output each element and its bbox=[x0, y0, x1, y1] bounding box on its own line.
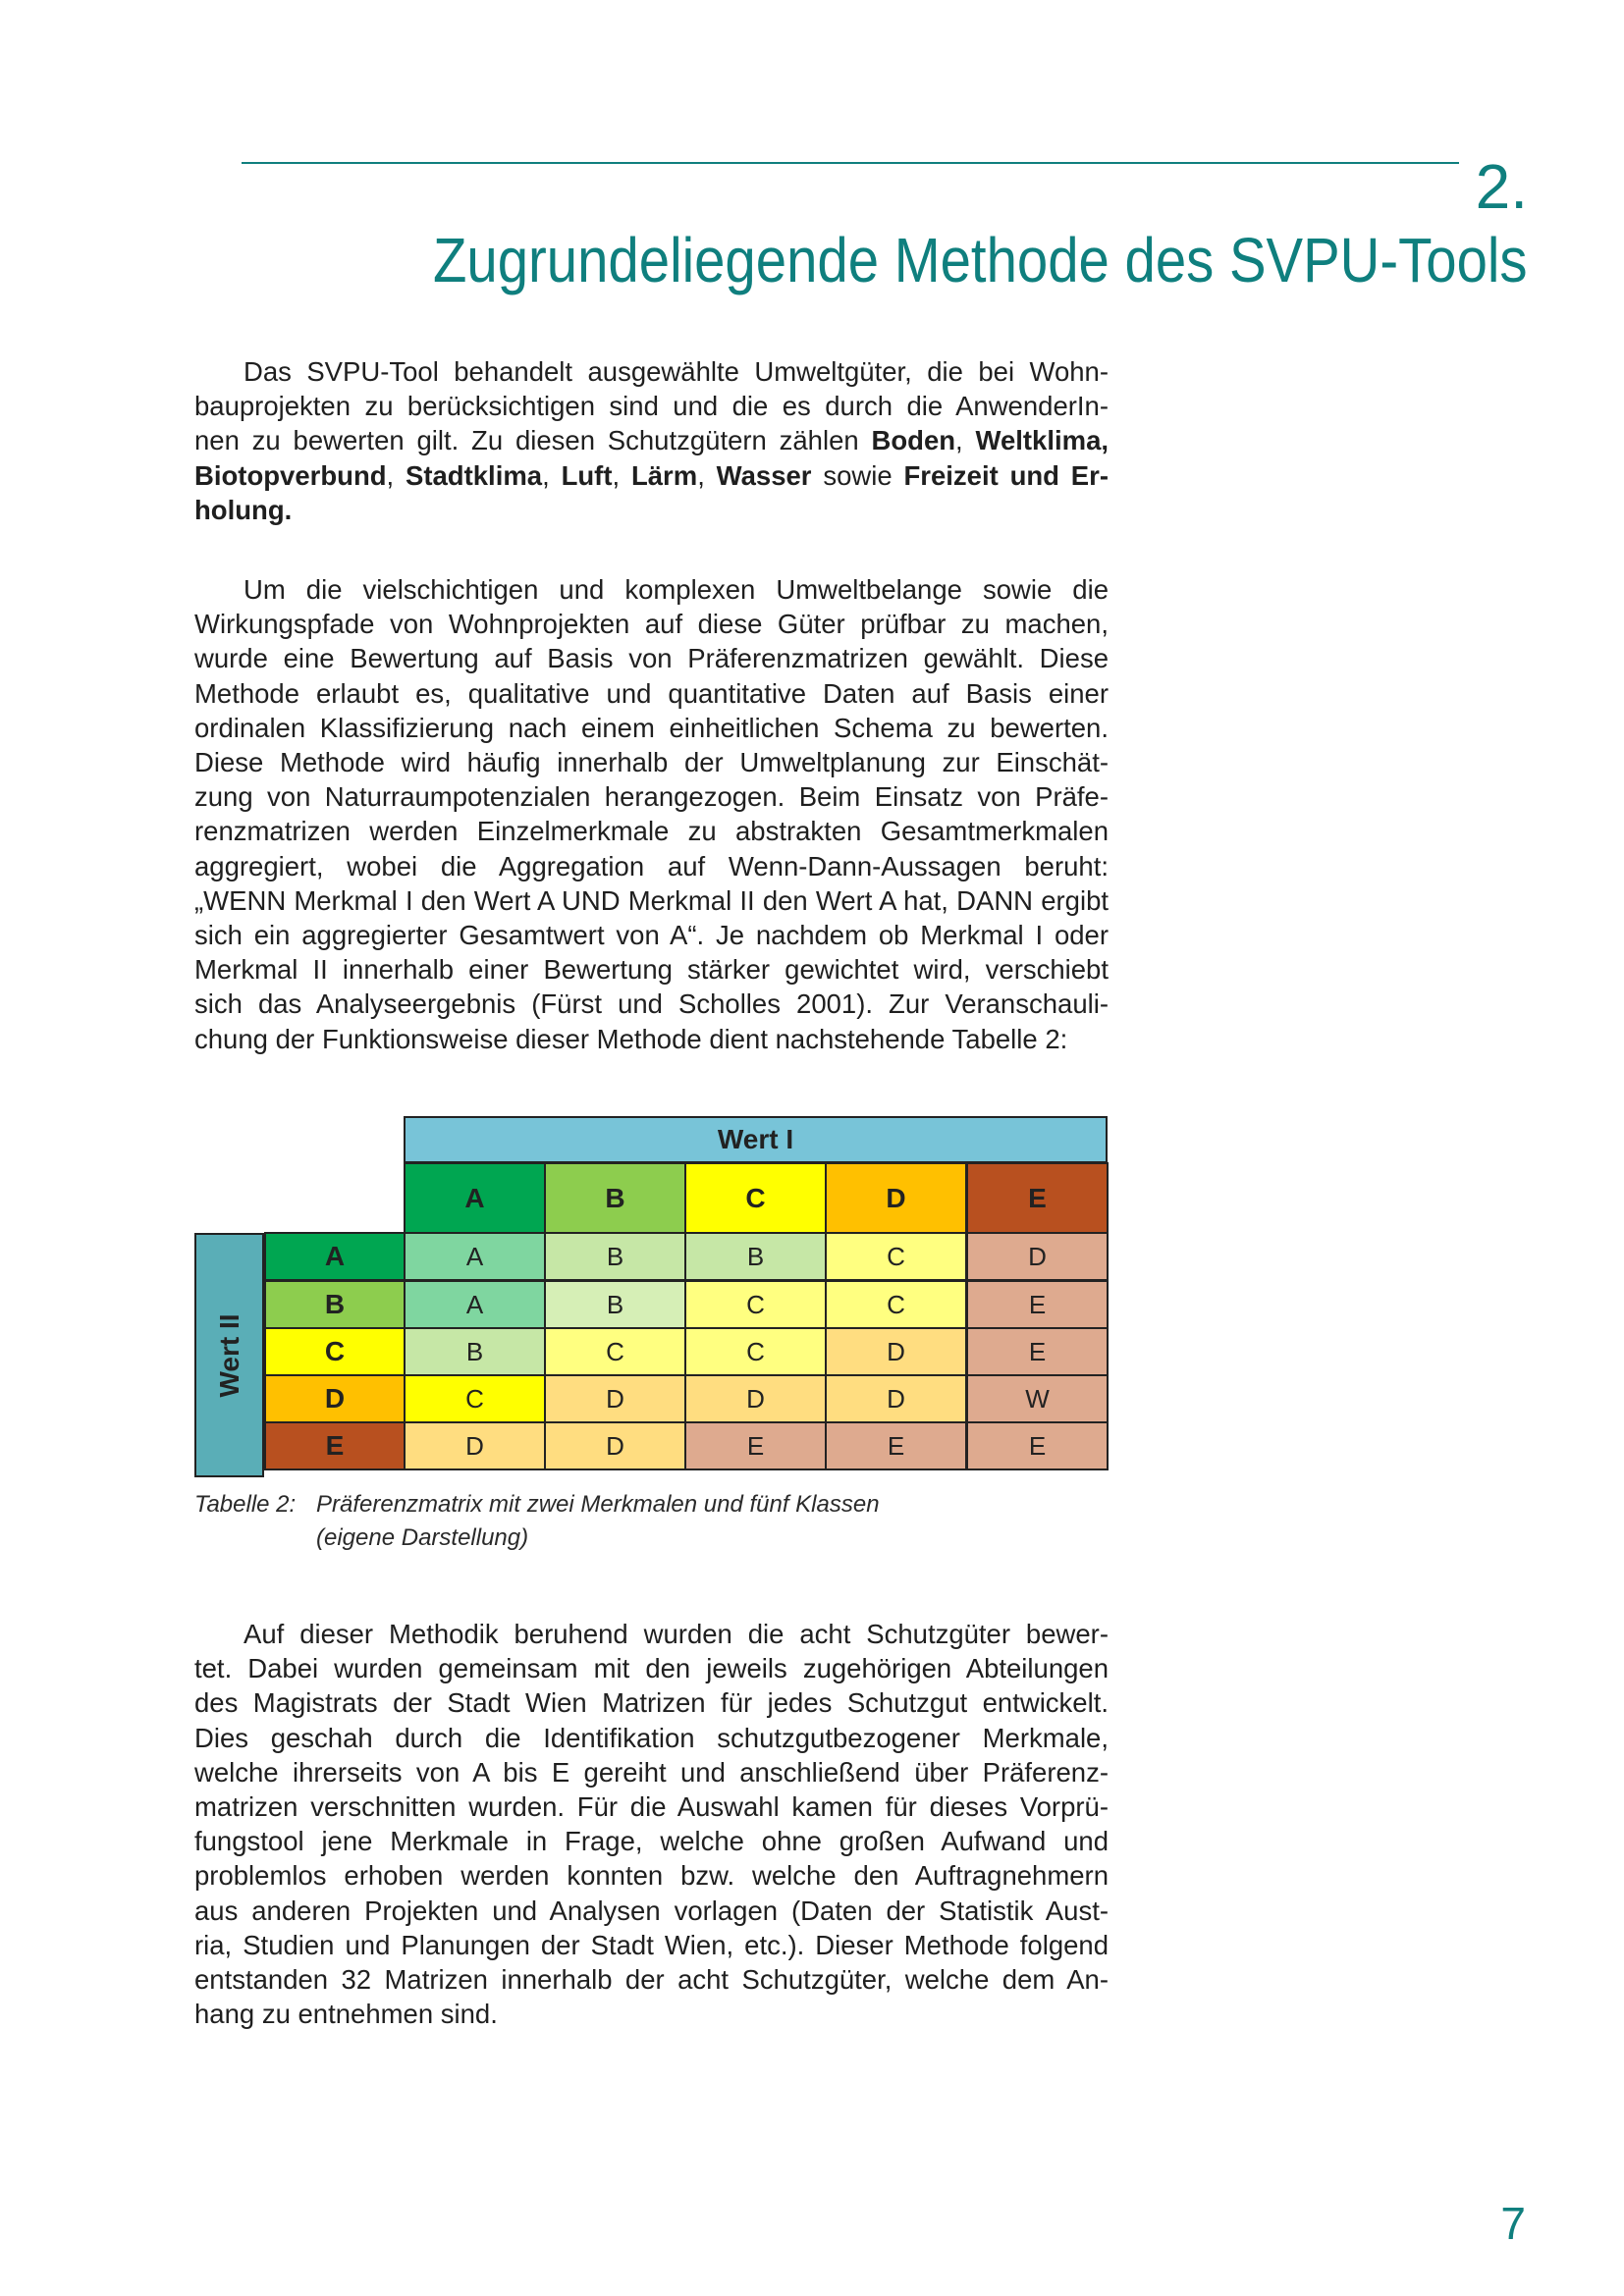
matrix-col-header: C bbox=[684, 1162, 827, 1234]
text-line: entstanden 32 Matrizen innerhalb der acht Schutzgüter, welche dem An- bbox=[194, 1964, 1109, 1996]
matrix-cell: B bbox=[544, 1232, 686, 1281]
wert-ii-header: Wert II bbox=[194, 1233, 264, 1477]
text-line: Dies geschah durch die Identifikation schutzgutbezogener Merkmale, bbox=[194, 1722, 1109, 1753]
matrix-cell: E bbox=[966, 1327, 1109, 1376]
matrix-cell: E bbox=[966, 1421, 1109, 1470]
text-line: zung von Naturraumpotenzialen herangezogen. Beim Einsatz von Präfe- bbox=[194, 781, 1109, 813]
matrix-cell: C bbox=[684, 1327, 827, 1376]
paragraph-result bbox=[194, 1617, 1109, 2031]
matrix-cell: A bbox=[404, 1232, 546, 1281]
matrix-cell: D bbox=[825, 1327, 967, 1376]
matrix-cell: D bbox=[544, 1421, 686, 1470]
matrix-cell: C bbox=[825, 1232, 967, 1281]
matrix-col-header: E bbox=[966, 1162, 1109, 1234]
text-line: nen zu bewerten gilt. Zu diesen Schutzgütern zählen Boden, Weltklima, bbox=[194, 425, 1110, 456]
text-line: holung. bbox=[194, 494, 293, 525]
matrix-row-header: A bbox=[264, 1232, 406, 1281]
matrix-cell: E bbox=[966, 1280, 1109, 1329]
text-line: bauprojekten zu berücksichtigen sind und die es durch die AnwenderIn- bbox=[194, 391, 1109, 422]
caption-label: Tabelle 2: bbox=[194, 1491, 297, 1518]
matrix-cell: B bbox=[544, 1280, 686, 1329]
chapter-title: Zugrundeliegende Methode des SVPU-Tools bbox=[433, 225, 1528, 295]
page-number: 7 bbox=[1500, 2198, 1526, 2249]
text-line: tet. Dabei wurden gemeinsam mit den jeweils zugehörigen Abteilungen bbox=[194, 1653, 1109, 1684]
text-line: „WENN Merkmal I den Wert A UND Merkmal II den Wert A hat, DANN ergibt bbox=[194, 884, 1109, 916]
text-line: hang zu entnehmen sind. bbox=[194, 1999, 498, 2030]
text-line: ordinalen Klassifizierung nach einem einheitlichen Schema zu bewerten. bbox=[194, 712, 1109, 743]
text-line: sich das Analyseergebnis (Fürst und Scholles 2001). Zur Veranschauli- bbox=[194, 988, 1109, 1020]
text-line: Wirkungspfade von Wohnprojekten auf diese Güter prüfbar zu machen, bbox=[194, 609, 1109, 640]
text-line: ria, Studien und Planungen der Stadt Wien, etc.). Dieser Methode folgend bbox=[194, 1929, 1109, 1960]
matrix-cell: B bbox=[404, 1327, 546, 1376]
text-line: Um die vielschichtigen und komplexen Umweltbelange sowie die bbox=[244, 574, 1109, 605]
preference-matrix bbox=[194, 1116, 1108, 1477]
matrix-cell: D bbox=[966, 1232, 1109, 1281]
text-line: des Magistrats der Stadt Wien Matrizen für jedes Schutzgut entwickelt. bbox=[194, 1687, 1109, 1719]
matrix-cell: D bbox=[544, 1374, 686, 1423]
matrix-row-header: D bbox=[264, 1374, 406, 1423]
matrix-row-header: B bbox=[264, 1280, 406, 1329]
wert-i-header: Wert I bbox=[404, 1116, 1108, 1163]
text-line: Biotopverbund, Stadtklima, Luft, Lärm, Wasser sowie Freizeit und Er- bbox=[194, 459, 1109, 491]
text-line: Merkmal II innerhalb einer Bewertung stärker gewichtet wird, verschiebt bbox=[194, 954, 1109, 986]
text-line: wurde eine Bewertung auf Basis von Präferenzmatrizen gewählt. Diese bbox=[194, 643, 1109, 674]
matrix-cell: D bbox=[825, 1374, 967, 1423]
matrix-cell: B bbox=[684, 1232, 827, 1281]
matrix-row-header: C bbox=[264, 1327, 406, 1376]
matrix-col-header: A bbox=[404, 1162, 546, 1234]
text-line: Auf dieser Methodik beruhend wurden die acht Schutzgüter bewer- bbox=[244, 1619, 1109, 1649]
matrix-cell: W bbox=[966, 1374, 1109, 1423]
text-line: welche ihrerseits von A bis E gereiht und anschließend über Präferenz- bbox=[194, 1756, 1109, 1788]
text-line: Methode erlaubt es, qualitative und quantitative Daten auf Basis einer bbox=[194, 677, 1109, 709]
matrix-cell: D bbox=[684, 1374, 827, 1423]
text-line: chung der Funktionsweise dieser Methode dient nachstehende Tabelle 2: bbox=[194, 1023, 1068, 1054]
caption-source: (eigene Darstellung) bbox=[316, 1524, 529, 1551]
matrix-cell: A bbox=[404, 1280, 546, 1329]
matrix-cell: E bbox=[684, 1421, 827, 1470]
text-line: aggregiert, wobei die Aggregation auf Wenn-Dann-Aussagen beruht: bbox=[194, 850, 1109, 881]
header-rule bbox=[242, 162, 1459, 164]
matrix-cell: C bbox=[825, 1280, 967, 1329]
text-line: aus anderen Projekten und Analysen vorlagen (Daten der Statistik Aust- bbox=[194, 1895, 1109, 1926]
matrix-cell: C bbox=[404, 1374, 546, 1423]
text-line: sich ein aggregierter Gesamtwert von A“. Je nachdem ob Merkmal I oder bbox=[194, 920, 1109, 951]
text-line: Das SVPU-Tool behandelt ausgewählte Umweltgüter, die bei Wohn- bbox=[244, 356, 1109, 387]
chapter-number: 2. bbox=[1475, 151, 1528, 222]
matrix-cell: C bbox=[544, 1327, 686, 1376]
text-line: fungstool jene Merkmale in Frage, welche ohne großen Aufwand und bbox=[194, 1826, 1109, 1857]
matrix-row-header: E bbox=[264, 1421, 406, 1470]
matrix-cell: D bbox=[404, 1421, 546, 1470]
matrix-cell: C bbox=[684, 1280, 827, 1329]
text-line: matrizen verschnitten wurden. Für die Auswahl kamen für dieses Vorprü- bbox=[194, 1791, 1109, 1823]
paragraph-method bbox=[194, 572, 1109, 1056]
matrix-cell: E bbox=[825, 1421, 967, 1470]
text-line: problemlos erhoben werden konnten bzw. welche den Auftragnehmern bbox=[194, 1860, 1109, 1892]
text-line: Diese Methode wird häufig innerhalb der Umweltplanung zur Einschät- bbox=[194, 747, 1109, 778]
paragraph-intro bbox=[194, 354, 1109, 527]
caption-text: Präferenzmatrix mit zwei Merkmalen und fünf Klassen bbox=[316, 1491, 880, 1518]
text-line: renzmatrizen werden Einzelmerkmale zu abstrakten Gesamtmerkmalen bbox=[194, 816, 1109, 847]
matrix-col-header: B bbox=[544, 1162, 686, 1234]
matrix-col-header: D bbox=[825, 1162, 967, 1234]
table-caption bbox=[194, 1488, 880, 1555]
